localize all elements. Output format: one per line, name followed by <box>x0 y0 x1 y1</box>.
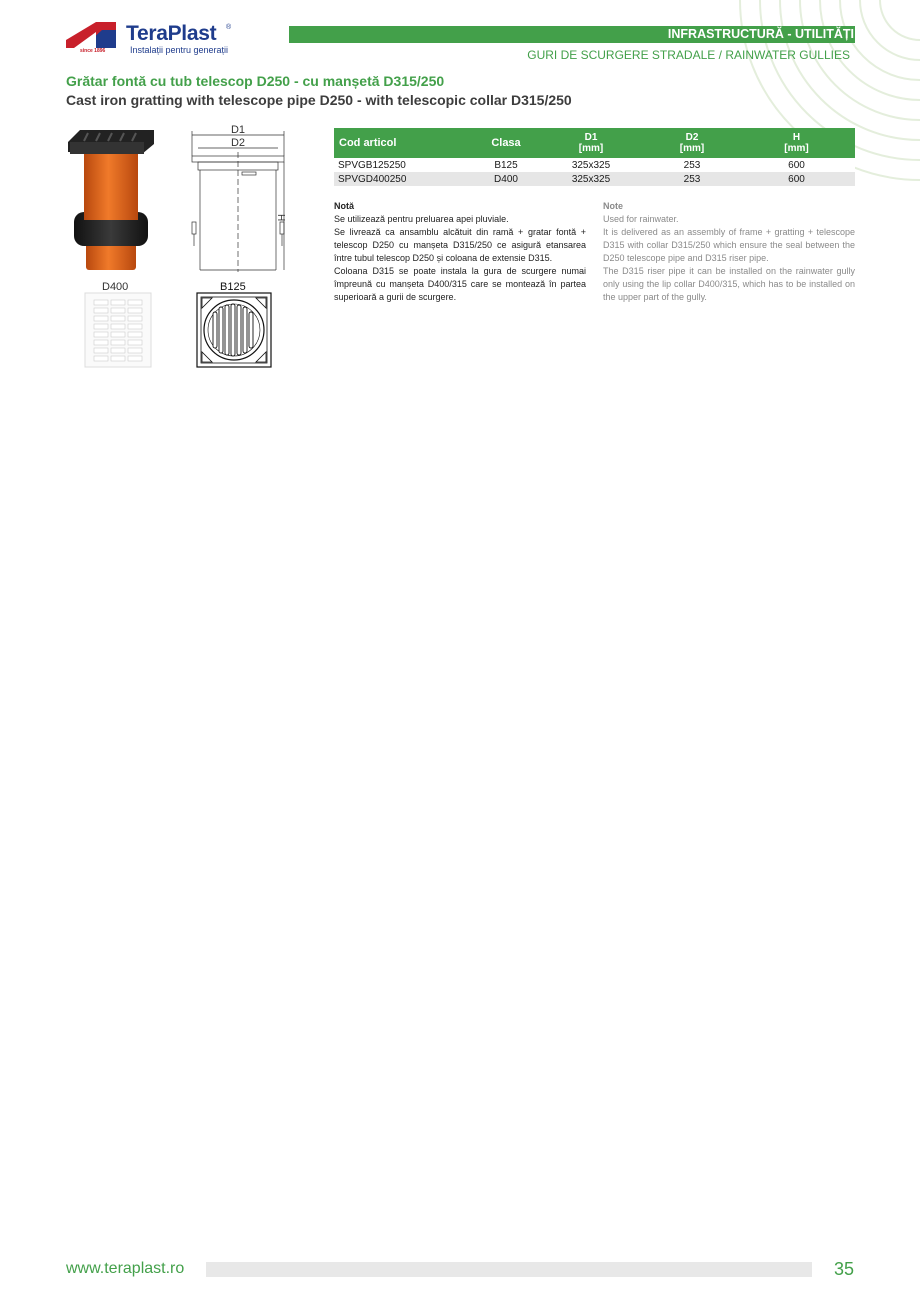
product-photo <box>66 128 156 274</box>
header-clasa: Clasa <box>476 128 536 158</box>
grate-d400-label: D400 <box>102 281 129 293</box>
header-cod-articol: Cod articol <box>334 128 476 158</box>
header-h <box>738 128 855 158</box>
footer-bar <box>206 1262 812 1277</box>
brand-tagline: Instalații pentru generații <box>130 45 229 55</box>
cell-d1: 325x325 <box>536 172 646 186</box>
product-title-ro: Grătar fontă cu tub telescop D250 - cu manșetă D315/250 <box>66 73 445 89</box>
cell-d1: 325x325 <box>536 158 646 172</box>
dim-d1-label: D1 <box>230 124 246 136</box>
technical-drawing <box>186 122 290 274</box>
subcategory-ro: GURI DE SCURGERE STRADALE <box>527 48 716 62</box>
product-title-en: Cast iron gratting with telescope pipe D250 - with telescopic collar D315/250 <box>66 92 572 108</box>
cell-code: SPVGD400250 <box>334 172 476 186</box>
grate-b125-drawing <box>196 292 272 368</box>
note-ro-p1: Se utilizează pentru preluarea apei pluviale. <box>334 214 509 224</box>
note-ro <box>334 200 586 304</box>
cell-d2: 253 <box>646 158 738 172</box>
grate-b125-label: B125 <box>220 281 246 293</box>
grate-d400-drawing <box>84 292 152 368</box>
dim-d2-label: D2 <box>230 137 246 149</box>
note-en-p3: The D315 riser pipe it can be installed on the rainwater gully only using the lip collar D400/315, which has to be installed on the upper part of the gully. <box>603 266 855 302</box>
header-h-name: H <box>792 132 801 143</box>
header-d1-name: D1 <box>584 132 598 143</box>
brand-since: since 1896 <box>80 48 106 54</box>
cell-class: D400 <box>476 172 536 186</box>
note-ro-title: Notă <box>334 201 354 211</box>
note-ro-p2: Se livrează ca ansamblu alcătuit din ramă + gratar fontă + telescop D250 cu manșeta D315/250 ce asigură etansarea între tubul telescop D250 și coloana de extensie D315. <box>334 227 586 263</box>
category-title: INFRASTRUCTURĂ - UTILITĂȚI <box>667 27 854 41</box>
note-en-p1: Used for rainwater. <box>603 214 679 224</box>
header-h-unit: [mm] <box>784 143 809 154</box>
subcategory <box>527 48 850 62</box>
note-en <box>603 200 855 304</box>
brand-registered-mark: ® <box>226 24 232 31</box>
table-header-row <box>334 128 855 158</box>
spec-table <box>334 128 855 186</box>
header-d2-unit: [mm] <box>679 143 705 154</box>
brand-name: TeraPlast <box>126 22 217 45</box>
page-number: 35 <box>834 1259 855 1279</box>
cell-d2: 253 <box>646 172 738 186</box>
footer-url[interactable]: www.teraplast.ro <box>66 1260 185 1277</box>
header-d1 <box>536 128 646 158</box>
note-ro-p3: Coloana D315 se poate instala la gura de scurgere numai împreună cu manșeta D400/315 care se montează în partea superioară a gurii de scurgere. <box>334 266 586 302</box>
table-row <box>334 158 855 172</box>
dim-h-label: H <box>275 214 286 222</box>
subcategory-separator: / <box>715 48 726 62</box>
note-en-title: Note <box>603 201 623 211</box>
note-en-p2: It is delivered as an assembly of frame + gratting + telescope D315 with collar D315/250 which ensure the seal between the D250 telescope pipe and D315 riser pipe. <box>603 227 855 263</box>
cell-class: B125 <box>476 158 536 172</box>
table-row <box>334 172 855 186</box>
header-d1-unit: [mm] <box>578 143 604 154</box>
header-d2-name: D2 <box>685 132 699 143</box>
subcategory-en: RAINWATER GULLIES <box>725 48 850 62</box>
cell-h: 600 <box>738 172 855 186</box>
cell-h: 600 <box>738 158 855 172</box>
header-d2 <box>646 128 738 158</box>
cell-code: SPVGB125250 <box>334 158 476 172</box>
